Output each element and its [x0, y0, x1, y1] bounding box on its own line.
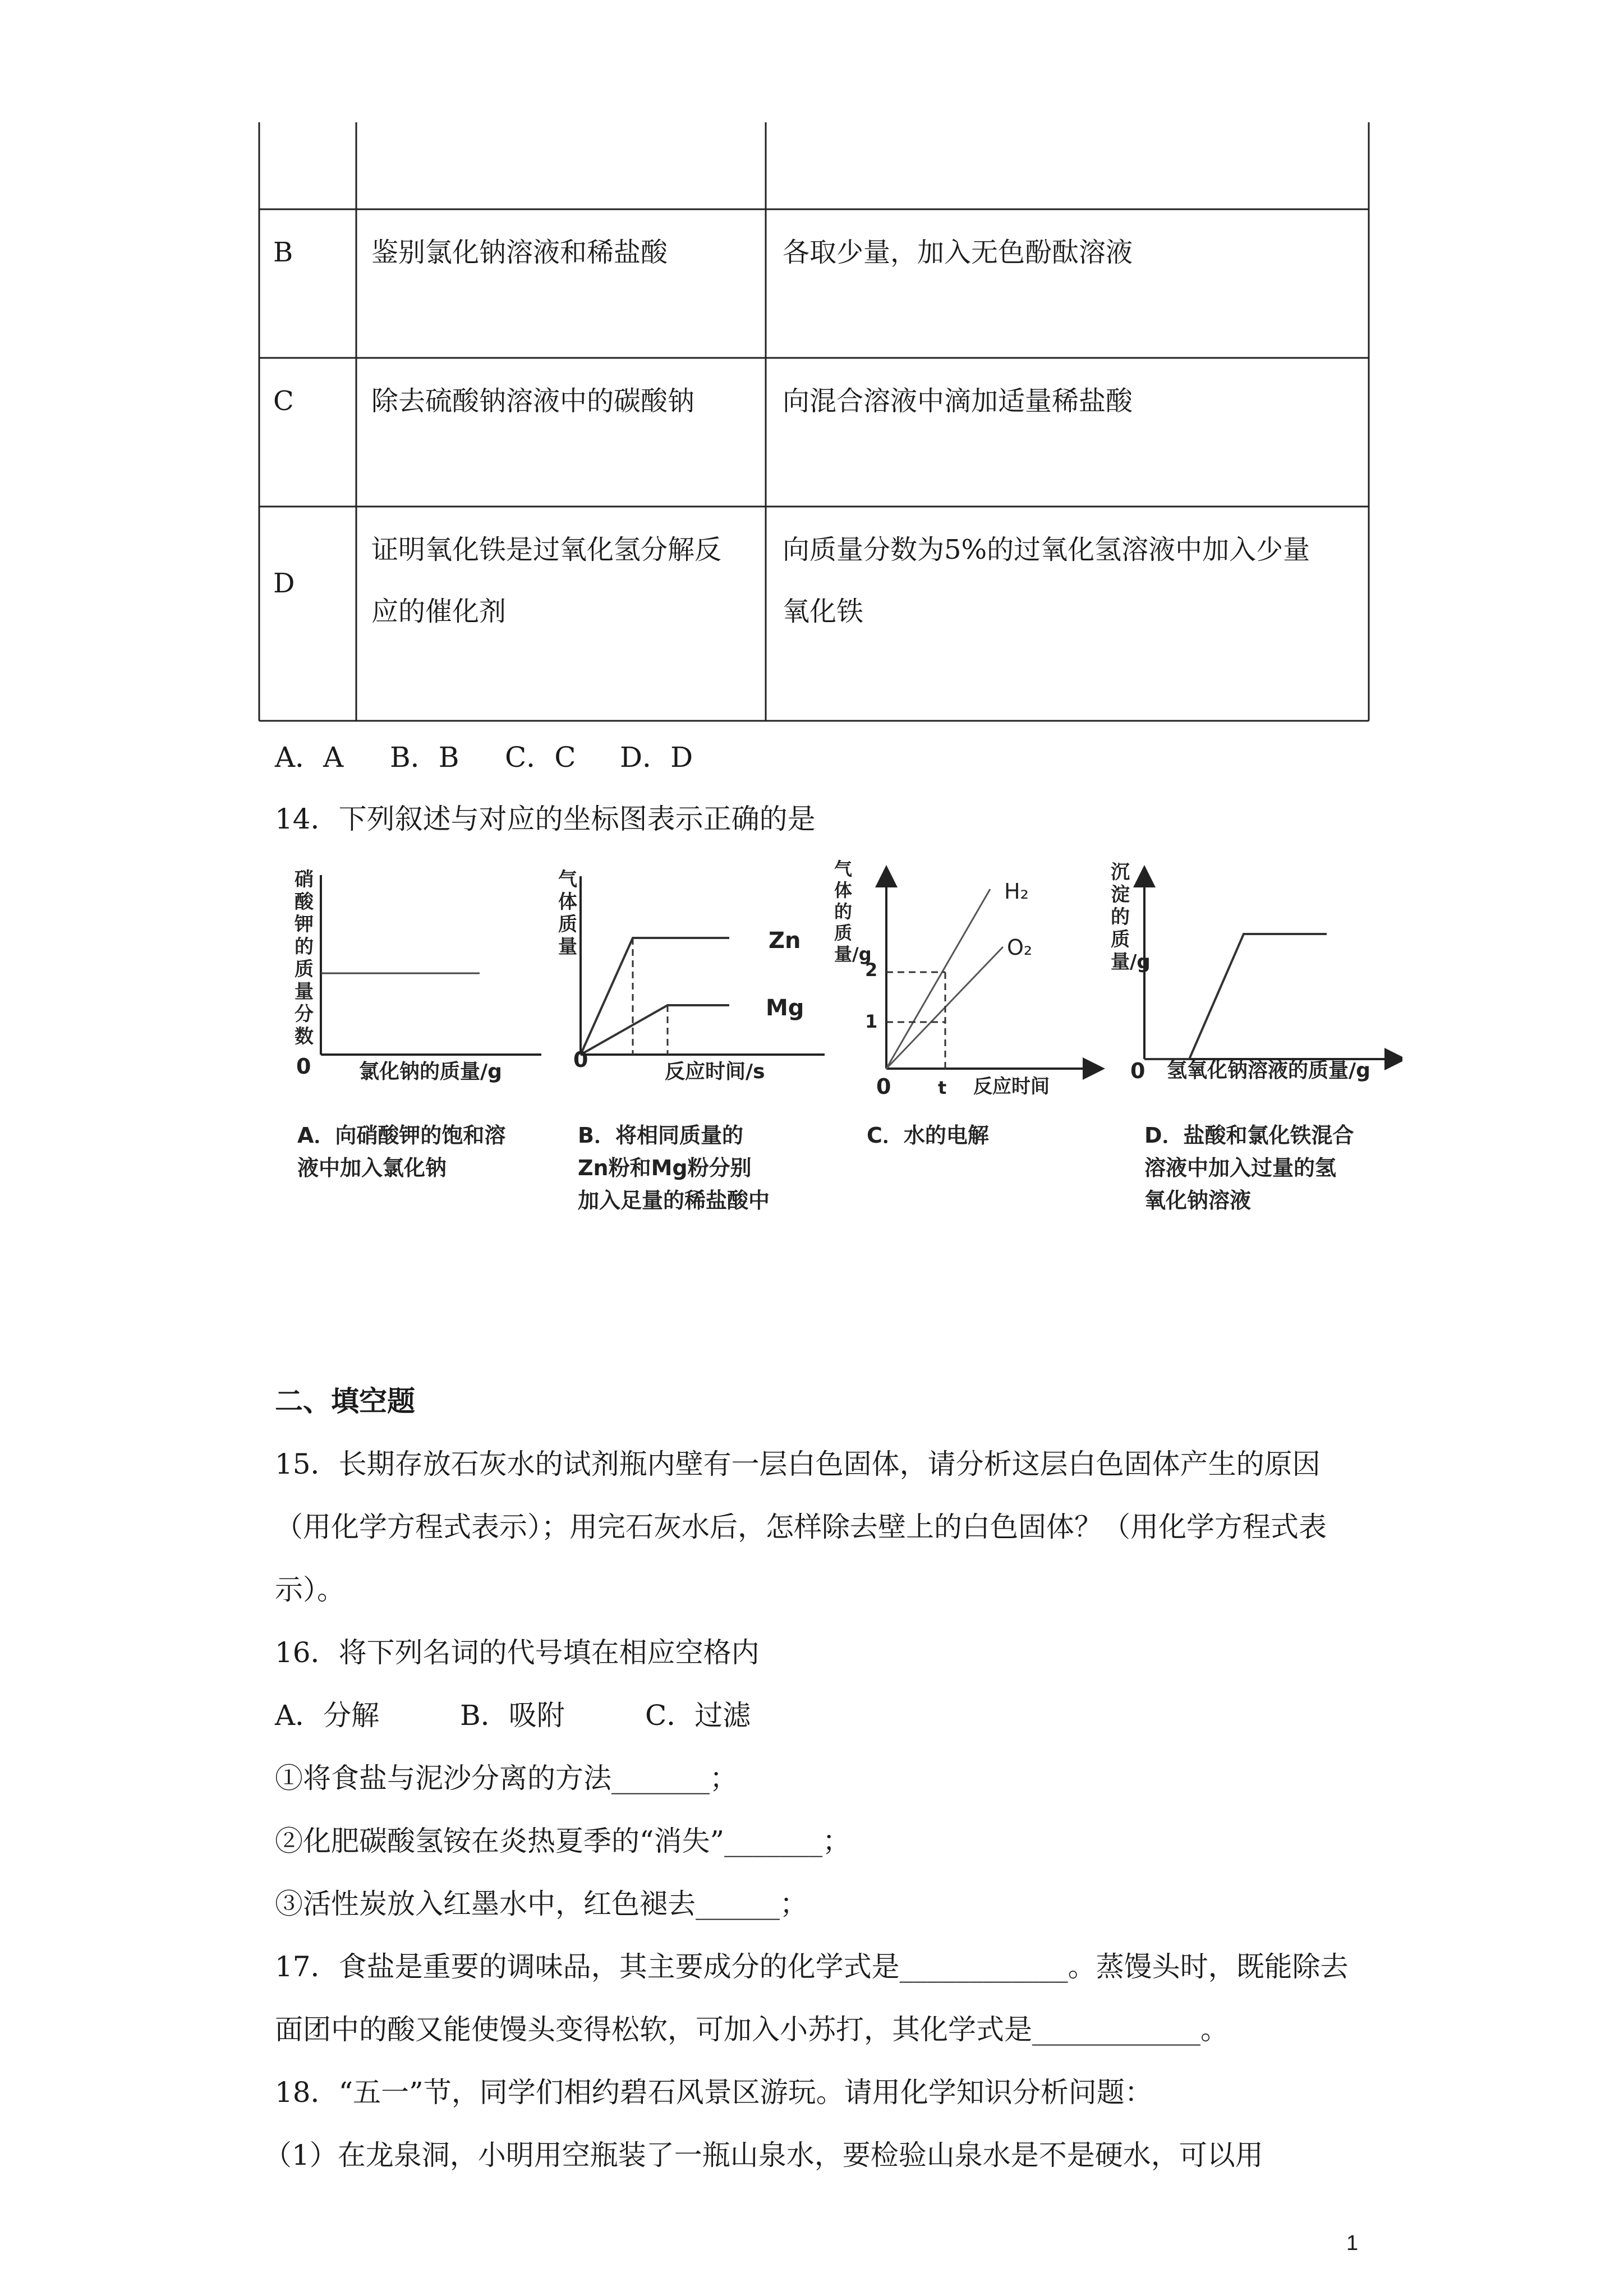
- row-b-letter: B: [273, 237, 293, 268]
- row-d-method-line2: 氧化铁: [783, 596, 864, 627]
- q16-option-a: A．分解: [275, 1699, 380, 1732]
- graph-a-caption-1: A．向硝酸钾的饱和溶: [297, 1123, 506, 1148]
- graph-c-tick-t: t: [938, 1077, 947, 1098]
- row-b-purpose: 鉴别氯化钠溶液和稀盐酸: [371, 237, 668, 268]
- q13-option-a: A．A: [275, 741, 344, 774]
- q16-option-c: C．过滤: [645, 1699, 751, 1732]
- graph-a-ylabel: 硝酸钾的质量分数: [295, 868, 314, 1048]
- graph-d-ylabel: 沉淀的质量/g: [1111, 861, 1151, 973]
- section-heading: 二、填空题: [275, 1385, 415, 1418]
- graph-d-line: [1144, 934, 1327, 1059]
- q17-line-1: 17．食盐是重要的调味品，其主要成分的化学式是____________。蒸馒头时，既能除去: [275, 1950, 1349, 1983]
- row-d-letter: D: [273, 568, 295, 599]
- graph-c-series-o2: O₂: [1007, 935, 1033, 960]
- q15-line-2: （用化学方程式表示）；用完石灰水后，怎样除去壁上的白色固体？（用化学方程式表: [275, 1511, 1327, 1543]
- row-c-letter: C: [273, 385, 294, 417]
- row-b-method: 各取少量，加入无色酚酞溶液: [783, 237, 1133, 268]
- q13-option-b: B．B: [390, 741, 459, 774]
- q15-line-3: 示）。: [275, 1573, 345, 1606]
- row-d-purpose-line1: 证明氧化铁是过氧化氢分解反: [371, 534, 722, 565]
- graph-a-caption-2: 液中加入氯化钠: [297, 1156, 447, 1180]
- graph-c-tick-1: 1: [865, 1011, 878, 1032]
- graph-b-xlabel: 反应时间/s: [665, 1060, 765, 1083]
- q16-option-b: B．吸附: [460, 1699, 565, 1732]
- graph-d-origin: 0: [1130, 1059, 1145, 1083]
- graph-c-caption-1: C．水的电解: [867, 1123, 989, 1148]
- graph-d-xlabel: 氢氧化钠溶液的质量/g: [1167, 1059, 1370, 1082]
- q16-item-1: ①将食盐与泥沙分离的方法_______；: [275, 1762, 738, 1795]
- row-c-method: 向混合溶液中滴加适量稀盐酸: [783, 385, 1133, 417]
- q16-item-3: ③活性炭放入红墨水中，红色褪去______；: [275, 1888, 808, 1920]
- q15-line-1: 15．长期存放石灰水的试剂瓶内壁有一层白色固体，请分析这层白色固体产生的原因: [275, 1448, 1321, 1480]
- graph-c-origin: 0: [876, 1074, 891, 1099]
- q17-line-2: 面团中的酸又能使馒头变得松软，可加入小苏打，其化学式是____________。: [275, 2013, 1229, 2046]
- graph-a-xlabel: 氯化钠的质量/g: [359, 1060, 502, 1083]
- graph-b-caption-3: 加入足量的稀盐酸中: [578, 1188, 770, 1213]
- row-d-method-line1: 向质量分数为5%的过氧化氢溶液中加入少量: [783, 534, 1310, 565]
- graph-c-series-h2: H₂: [1004, 879, 1029, 904]
- graph-b-mg-line: [581, 1005, 729, 1055]
- graph-b-caption-2: Zn粉和Mg粉分别: [578, 1156, 752, 1180]
- graph-d-caption-3: 氧化钠溶液: [1144, 1188, 1252, 1213]
- page-number: 1: [1346, 2231, 1359, 2255]
- graph-d-caption-1: D．盐酸和氯化铁混合: [1144, 1123, 1354, 1148]
- graph-b-series-mg: Mg: [766, 995, 804, 1021]
- graph-b-ylabel: 气体质量: [558, 868, 577, 958]
- q18-part-1: （1）在龙泉洞，小明用空瓶装了一瓶山泉水，要检验山泉水是不是硬水，可以用: [264, 2139, 1263, 2171]
- graph-b-series-zn: Zn: [769, 928, 801, 954]
- q13-option-c: C．C: [505, 741, 576, 774]
- q14-stem: 14．下列叙述与对应的坐标图表示正确的是: [275, 803, 816, 835]
- graph-c-tick-2: 2: [865, 959, 878, 981]
- graph-c-ylabel: 气体的质量/g: [834, 858, 872, 965]
- row-c-purpose: 除去硫酸钠溶液中的碳酸钠: [371, 385, 695, 417]
- graph-a-origin: 0: [296, 1054, 311, 1079]
- q18-stem: 18．“五一”节，同学们相约碧石风景区游玩。请用化学知识分析问题：: [275, 2076, 1153, 2109]
- q13-option-d: D．D: [620, 741, 693, 774]
- graph-b-caption-1: B．将相同质量的: [578, 1123, 743, 1148]
- graph-b-origin: 0: [573, 1047, 588, 1072]
- graph-c-xlabel: 反应时间: [973, 1075, 1050, 1098]
- graph-c-h2-line: [886, 889, 990, 1069]
- graph-b-zn-line: [581, 938, 729, 1055]
- graph-d-caption-2: 溶液中加入过量的氢: [1144, 1156, 1337, 1180]
- q16-item-2: ②化肥碳酸氢铵在炎热夏季的“消失”_______；: [275, 1825, 851, 1857]
- row-d-purpose-line2: 应的催化剂: [371, 596, 507, 627]
- q16-stem: 16．将下列名词的代号填在相应空格内: [275, 1636, 760, 1669]
